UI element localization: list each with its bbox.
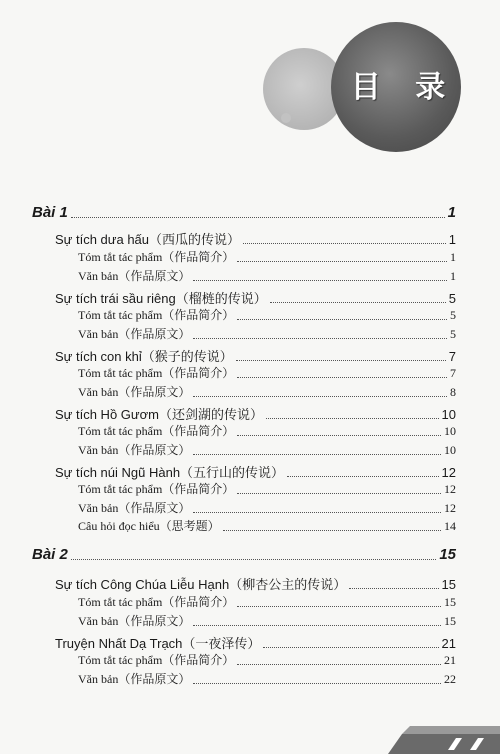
- dot-leader: [270, 301, 446, 303]
- dot-leader: [237, 376, 447, 378]
- page-title: 目 录: [350, 70, 458, 105]
- toc-entry[interactable]: [78, 422, 456, 439]
- toc-entry-title: Văn bản（作品原文）: [78, 501, 191, 515]
- toc-entry-title: Tóm tắt tác phẩm（作品简介）: [78, 595, 235, 609]
- toc-entry-page: 22: [444, 672, 456, 686]
- toc-entry-title: Truyện Nhất Dạ Trạch（一夜泽传）: [55, 636, 261, 651]
- toc-entry-page: 21: [444, 653, 456, 667]
- dot-leader: [237, 492, 441, 494]
- dot-leader: [193, 337, 447, 339]
- dot-leader: [243, 242, 446, 244]
- dot-leader: [193, 511, 441, 513]
- dot-leader: [266, 417, 439, 419]
- toc-entry-page: 1: [450, 250, 456, 264]
- dot-leader: [237, 318, 447, 320]
- toc-entry-page: 15: [439, 546, 456, 563]
- dot-leader: [237, 605, 441, 607]
- toc-entry-page: 12: [444, 501, 456, 515]
- dot-leader: [349, 587, 438, 589]
- toc-entry[interactable]: [78, 364, 456, 381]
- toc-entry[interactable]: [78, 517, 456, 534]
- toc-entry[interactable]: [78, 267, 456, 284]
- toc-entry[interactable]: [55, 462, 456, 481]
- corner-decoration: [388, 720, 500, 754]
- toc-entry[interactable]: [55, 633, 456, 652]
- toc-entry-page: 14: [444, 519, 456, 533]
- toc-entry-title: Sự tích núi Ngũ Hành（五行山的传说）: [55, 465, 285, 480]
- toc-entry[interactable]: [78, 499, 456, 516]
- toc-entry[interactable]: [55, 288, 456, 307]
- toc-entry-page: 12: [441, 465, 456, 480]
- toc-entry-title: Văn bản（作品原文）: [78, 385, 191, 399]
- toc-entry[interactable]: [78, 383, 456, 400]
- dot-leader: [71, 216, 445, 218]
- toc-entry-page: 1: [450, 269, 456, 283]
- decor-dot: [281, 113, 291, 123]
- toc-entry[interactable]: [78, 670, 456, 687]
- dot-leader: [237, 260, 447, 262]
- toc-entry[interactable]: [78, 306, 456, 323]
- dot-leader: [193, 395, 447, 397]
- toc-entry-page: 1: [448, 232, 456, 247]
- dot-leader: [193, 453, 441, 455]
- toc-entry-title: Bài 1: [32, 204, 68, 221]
- toc-entry-title: Tóm tắt tác phẩm（作品简介）: [78, 366, 235, 380]
- toc-entry-title: Tóm tắt tác phẩm（作品简介）: [78, 308, 235, 322]
- toc-entry-page: 7: [448, 349, 456, 364]
- toc-entry-page: 10: [444, 424, 456, 438]
- toc-entry-title: Văn bản（作品原文）: [78, 614, 191, 628]
- toc-entry-title: Tóm tắt tác phẩm（作品简介）: [78, 424, 235, 438]
- toc-entry-title: Văn bản（作品原文）: [78, 672, 191, 686]
- toc-entry[interactable]: [32, 546, 456, 563]
- dot-leader: [71, 558, 436, 560]
- toc-entry-title: Văn bản（作品原文）: [78, 443, 191, 457]
- toc-entry-page: 15: [444, 614, 456, 628]
- toc-entry-page: 5: [448, 291, 456, 306]
- dot-leader: [193, 279, 447, 281]
- toc-entry[interactable]: [55, 346, 456, 365]
- dot-leader: [193, 624, 441, 626]
- toc-entry[interactable]: [78, 612, 456, 629]
- dot-leader: [237, 434, 441, 436]
- toc-entry-page: 8: [450, 385, 456, 399]
- toc-entry-title: Tóm tắt tác phẩm（作品简介）: [78, 250, 235, 264]
- toc-entry-page: 21: [441, 636, 456, 651]
- toc-entry[interactable]: [78, 593, 456, 610]
- dot-leader: [236, 359, 446, 361]
- toc-entry-title: Tóm tắt tác phẩm（作品简介）: [78, 653, 235, 667]
- toc-entry-page: 1: [447, 204, 456, 221]
- toc-entry[interactable]: [55, 229, 456, 248]
- toc-entry[interactable]: [78, 480, 456, 497]
- toc-entry-page: 12: [444, 482, 456, 496]
- toc-entry[interactable]: [78, 248, 456, 265]
- dot-leader: [193, 682, 441, 684]
- toc-entry-page: 7: [450, 366, 456, 380]
- dot-leader: [287, 475, 438, 477]
- toc-entry-title: Sự tích trái sầu riêng（榴梿的传说）: [55, 291, 267, 306]
- toc-entry-title: Sự tích dưa hấu（西瓜的传说）: [55, 232, 241, 247]
- dot-leader: [237, 663, 441, 665]
- toc-entry-title: Văn bản（作品原文）: [78, 269, 191, 283]
- toc-entry[interactable]: [78, 441, 456, 458]
- toc-entry-page: 10: [441, 407, 456, 422]
- toc-entry-title: Bài 2: [32, 546, 68, 563]
- toc-entry[interactable]: [55, 574, 456, 593]
- dot-leader: [223, 529, 441, 531]
- toc-entry-page: 15: [444, 595, 456, 609]
- toc-entry-title: Sự tích Hồ Gươm（还剑湖的传说）: [55, 407, 263, 422]
- dot-leader: [263, 646, 438, 648]
- toc-entry-title: Tóm tắt tác phẩm（作品简介）: [78, 482, 235, 496]
- toc-entry[interactable]: [78, 325, 456, 342]
- toc-entry-page: 5: [450, 308, 456, 322]
- toc-entry-title: Sự tích Công Chúa Liễu Hạnh（柳杏公主的传说）: [55, 577, 347, 592]
- toc-entry-page: 15: [441, 577, 456, 592]
- toc-entry-title: Câu hỏi đọc hiểu（思考题）: [78, 519, 220, 533]
- toc-entry[interactable]: [78, 651, 456, 668]
- toc-entry-page: 10: [444, 443, 456, 457]
- toc-entry-title: Sự tích con khỉ（猴子的传说）: [55, 349, 233, 364]
- toc-entry-page: 5: [450, 327, 456, 341]
- toc-entry[interactable]: [55, 404, 456, 423]
- toc-entry-title: Văn bản（作品原文）: [78, 327, 191, 341]
- toc-entry[interactable]: [32, 204, 456, 221]
